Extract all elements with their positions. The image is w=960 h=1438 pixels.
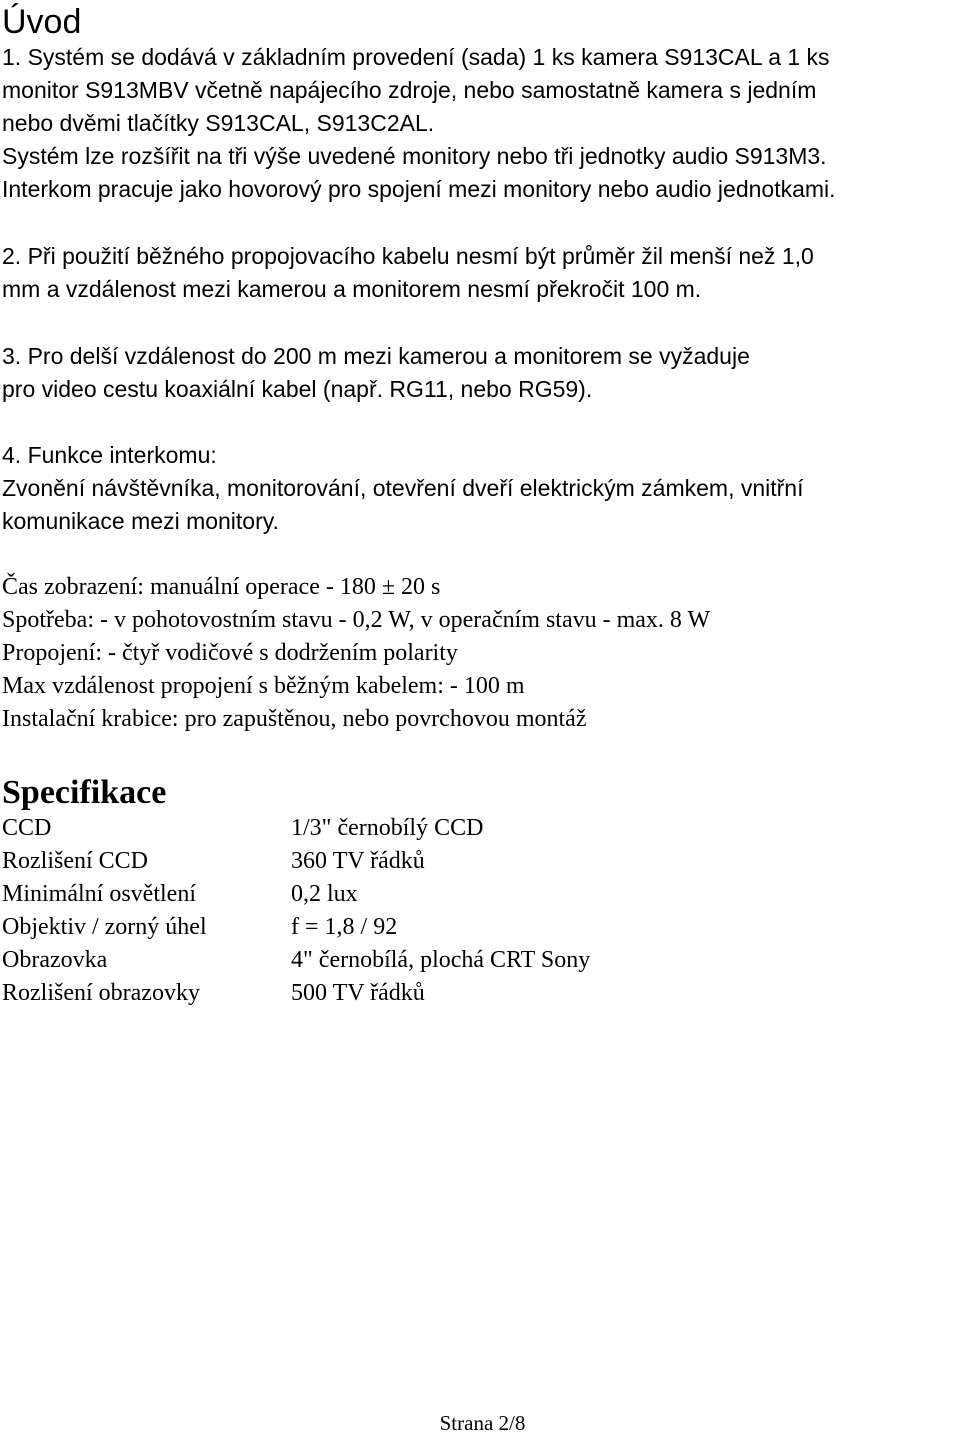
param-line: Max vzdálenost propojení s běžným kabelem: - 100 m	[2, 673, 525, 699]
text-line: 1. Systém se dodává v základním provedení (sada) 1 ks kamera S913CAL a 1 ks	[2, 44, 830, 70]
param-line: Čas zobrazení: manuální operace - 180 ± 20 s	[2, 574, 441, 600]
spec-label: Rozlišení obrazovky	[2, 980, 200, 1006]
table-row	[2, 911, 590, 944]
spec-value: 500 TV řádků	[291, 980, 425, 1006]
table-row	[2, 878, 590, 911]
table-row	[2, 944, 590, 977]
text-line: Zvonění návštěvníka, monitorování, otevření dveří elektrickým zámkem, vnitřní	[2, 475, 804, 501]
text-line: pro video cestu koaxiální kabel (např. RG11, nebo RG59).	[2, 376, 593, 402]
spec-label: Objektiv / zorný úhel	[2, 914, 207, 940]
text-line: 2. Při použití běžného propojovacího kabelu nesmí být průměr žil menší než 1,0	[2, 243, 814, 269]
spec-value: 360 TV řádků	[291, 848, 425, 874]
item-4-title: 4. Funkce interkomu:	[2, 442, 217, 468]
spec-value: 4" černobílá, plochá CRT Sony	[291, 947, 591, 973]
spec-label: Minimální osvětlení	[2, 881, 196, 907]
intro-item-4	[2, 439, 952, 538]
text-line: komunikace mezi monitory.	[2, 508, 279, 534]
spec-value: 0,2 lux	[291, 881, 358, 907]
param-line: Instalační krabice: pro zapuštěnou, nebo povrchovou montáž	[2, 706, 587, 732]
section-title-uvod: Úvod	[2, 3, 82, 41]
table-row	[2, 977, 590, 1010]
text-line: nebo dvěmi tlačítky S913CAL, S913C2AL.	[2, 110, 435, 136]
text-line: mm a vzdálenost mezi kamerou a monitorem nesmí překročit 100 m.	[2, 276, 702, 302]
spec-value: 1/3" černobílý CCD	[291, 815, 484, 841]
table-row	[2, 812, 590, 845]
text-line: Systém lze rozšířit na tři výše uvedené monitory nebo tři jednotky audio S913M3.	[2, 143, 827, 169]
specification-table	[2, 812, 590, 1010]
text-line: 3. Pro delší vzdálenost do 200 m mezi kamerou a monitorem se vyžaduje	[2, 343, 750, 369]
intro-item-3	[2, 340, 952, 406]
spec-label: CCD	[2, 815, 52, 841]
text-line: monitor S913MBV včetně napájecího zdroje, nebo samostatně kamera s jedním	[2, 77, 817, 103]
table-row	[2, 845, 590, 878]
text-line: Interkom pracuje jako hovorový pro spojení mezi monitory nebo audio jednotkami.	[2, 176, 836, 202]
param-line: Propojení: - čtyř vodičové s dodržením polarity	[2, 640, 458, 666]
intro-item-2	[2, 240, 952, 306]
param-line: Spotřeba: - v pohotovostním stavu - 0,2 W, v operačním stavu - max. 8 W	[2, 607, 711, 633]
parameters-list	[2, 571, 952, 736]
spec-label: Rozlišení CCD	[2, 848, 149, 874]
section-title-specifikace: Specifikace	[2, 774, 167, 811]
spec-label: Obrazovka	[2, 947, 108, 973]
page-number: Strana 2/8	[439, 1411, 526, 1435]
spec-value: f = 1,8 / 92	[291, 914, 398, 940]
intro-item-1	[2, 41, 952, 206]
